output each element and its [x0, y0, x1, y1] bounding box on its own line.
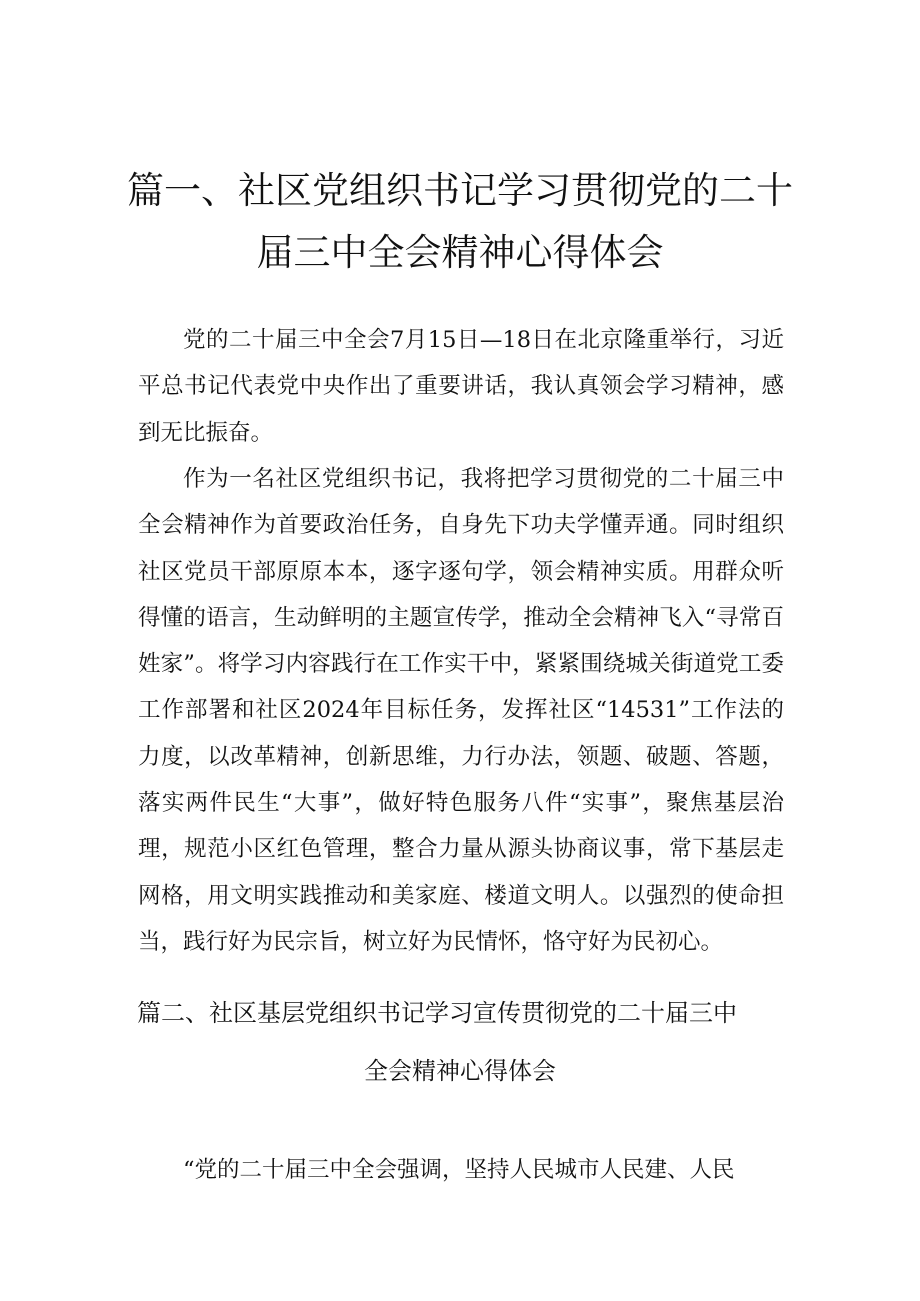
article-1-paragraph-2: 作为一名社区党组织书记，我将把学习贯彻党的二十届三中全会精神作为首要政治任务，自身先下功夫学懂弄通。同时组织社区党员干部原原本本，逐字逐句学，领会精神实质。用群众听得懂的语言，生动鲜明的主题宣传学，推动全会精神飞入“寻常百姓家”。将学习内容践行在工作实干中，紧紧围绕城关街道党工委工作部署和社区2024年目标任务，发挥社区“14531”工作法的力度，以改革精神，创新思维，力行办法，领题、破题、答题，落实两件民生“大事”，做好特色服务八件“实事”，聚焦基层治理，规范小区红色管理，整合力量从源头协商议事，常下基层走网格，用文明实践推动和美家庭、楼道文明人。以强烈的使命担当，践行好为民宗旨，树立好为民情怀，恪守好为民初心。	[138, 466, 784, 955]
article-2-title-line-2: 全会精神心得体会	[364, 1057, 556, 1085]
article-2-title-line-1: 篇二、社区基层党组织书记学习宣传贯彻党的二十届三中	[137, 999, 737, 1027]
article-1-title: 篇一、社区党组织书记学习贯彻党的二十届三中全会精神心得体会	[127, 169, 793, 274]
article-1-paragraph-1: 党的二十届三中全会7月15日—18日在北京隆重举行，习近平总书记代表党中央作出了重要讲话，我认真领会学习精神，感到无比振奋。	[138, 327, 784, 446]
article-2-paragraph-1: “党的二十届三中全会强调，坚持人民城市人民建、人民	[183, 1157, 735, 1183]
